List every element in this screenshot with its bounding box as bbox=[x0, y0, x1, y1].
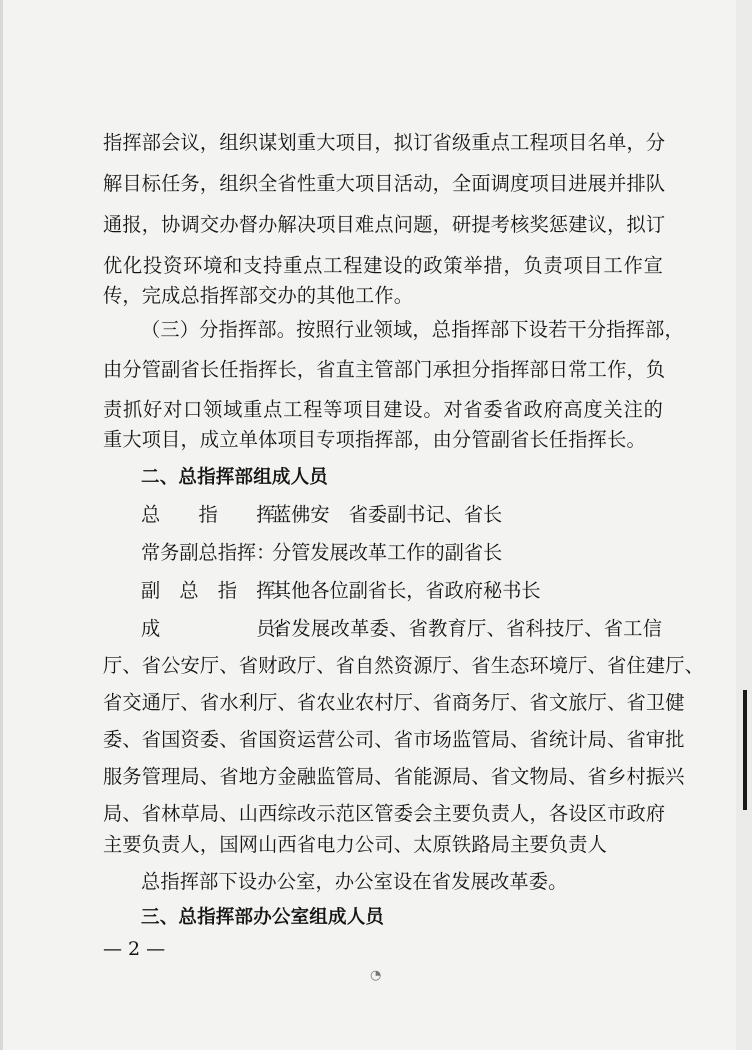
role-label: 成 员： bbox=[141, 617, 295, 640]
role-label: 总 指 挥： bbox=[141, 503, 295, 526]
role-value: 蓝佛安 省委副书记、省长 bbox=[272, 503, 503, 526]
members-line: 服务管理局、省地方金融监管局、省能源局、省文物局、省乡村振兴 bbox=[103, 765, 685, 788]
section-3-line: 由分管副省长任指挥长，省直主管部门承担分指挥部日常工作，负 bbox=[103, 358, 666, 381]
role-value: 分管发展改革工作的副省长 bbox=[272, 541, 503, 564]
role-label: 副 总 指 挥： bbox=[141, 579, 295, 602]
members-line: 厅、省公安厅、省财政厅、省自然资源厅、省生态环境厅、省住建厅、 bbox=[103, 654, 705, 677]
scan-edge-right bbox=[736, 0, 752, 1050]
scan-smudge: ◔ bbox=[370, 968, 382, 983]
members-line: 主要负责人，国网山西省电力公司、太原铁路局主要负责人 bbox=[103, 833, 608, 856]
scan-edge-left bbox=[0, 0, 3, 1050]
role-label: 常务副总指挥： bbox=[141, 541, 276, 564]
members-line: 局、省林草局、山西综改示范区管委会主要负责人，各设区市政府 bbox=[103, 802, 666, 825]
section-heading: 三、总指挥部办公室组成人员 bbox=[141, 907, 385, 928]
body-line: 解目标任务，组织全省性重大项目活动，全面调度项目进展并排队 bbox=[103, 172, 666, 195]
body-line: 指挥部会议，组织谋划重大项目，拟订省级重点工程项目名单，分 bbox=[103, 131, 666, 154]
section-3-line: （三）分指挥部。按照行业领域，总指挥部下设若干分指挥部， bbox=[141, 318, 684, 341]
section-3-line: 责抓好对口领域重点工程等项目建设。对省委省政府高度关注的 bbox=[103, 398, 663, 421]
scan-edge-mark bbox=[743, 690, 747, 810]
page-number: — 2 — bbox=[103, 938, 166, 960]
members-line: 委、省国资委、省国资运营公司、省市场监管局、省统计局、省审批 bbox=[103, 728, 685, 751]
section-3-line: 重大项目，成立单体项目专项指挥部，由分管副省长任指挥长。 bbox=[103, 428, 646, 451]
body-line: 传，完成总指挥部交办的其他工作。 bbox=[103, 284, 414, 307]
office-note: 总指挥部下设办公室，办公室设在省发展改革委。 bbox=[141, 870, 568, 893]
role-value: 省发展改革委、省教育厅、省科技厅、省工信 bbox=[272, 617, 662, 640]
body-line: 优化投资环境和支持重点工程建设的政策举措，负责项目工作宣 bbox=[103, 254, 663, 277]
members-line: 省交通厅、省水利厅、省农业农村厅、省商务厅、省文旅厅、省卫健 bbox=[103, 691, 685, 714]
section-heading: 二、总指挥部组成人员 bbox=[141, 467, 329, 488]
body-line: 通报，协调交办督办解决项目难点问题，研提考核奖惩建议，拟订 bbox=[103, 213, 666, 236]
role-value: 其他各位副省长，省政府秘书长 bbox=[272, 579, 541, 602]
